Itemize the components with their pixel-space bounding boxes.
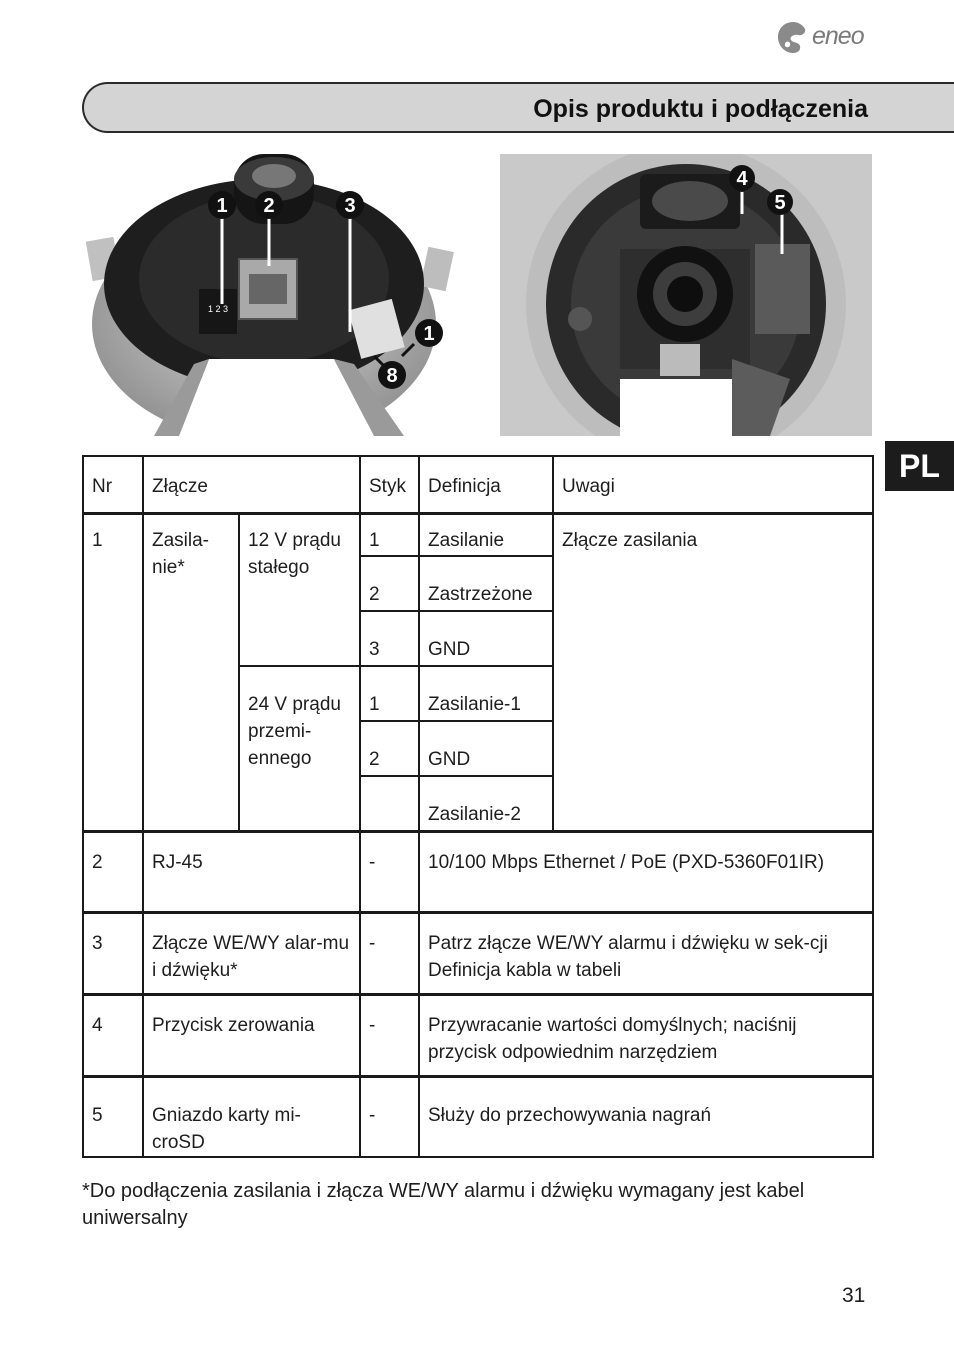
header-pin: Styk — [360, 456, 419, 513]
row1-nr: 1 — [83, 513, 143, 831]
svg-text:1: 1 — [216, 195, 228, 217]
row-nr: 3 — [83, 912, 143, 994]
camera-internal-photo — [500, 154, 872, 436]
row-pin: - — [360, 912, 419, 994]
row-connector: Przycisk zerowania — [143, 994, 360, 1076]
row-pin: - — [360, 831, 419, 912]
row-definition: Przywracanie wartości domyślnych; naciśnij przycisk odpowiednim narzędziem — [419, 994, 873, 1076]
header-notes: Uwagi — [553, 456, 873, 513]
row1-pin: 2 — [360, 556, 419, 611]
row-pin: - — [360, 1076, 419, 1157]
page-number: 31 — [842, 1284, 866, 1307]
svg-text:2: 2 — [263, 195, 275, 217]
row1-definition: Zasilanie-1 — [419, 666, 553, 721]
svg-text:4: 4 — [736, 168, 748, 190]
table-row — [83, 912, 873, 994]
header-connector: Złącze — [143, 456, 360, 513]
row-definition: Służy do przechowywania nagrań — [419, 1076, 873, 1157]
table-header-row — [83, 456, 873, 513]
row1-notes: Złącze zasilania — [553, 513, 873, 831]
row-pin: - — [360, 994, 419, 1076]
row1-pin: 1 — [360, 666, 419, 721]
row1-definition: Zasilanie — [419, 513, 553, 556]
language-tab — [885, 441, 954, 491]
callout-3 — [336, 191, 364, 219]
table-row — [83, 1076, 873, 1157]
row1-group-12v: 12 V prądu stałego — [239, 513, 360, 666]
row1-pin: 3 — [360, 611, 419, 666]
table-row — [83, 513, 873, 556]
row-connector: RJ-45 — [143, 831, 360, 912]
terminal-label: 1 2 3 — [207, 304, 229, 314]
row1-definition: Zasilanie-2 — [419, 776, 553, 831]
row1-definition: GND — [419, 611, 553, 666]
eneo-logo-text: eneo — [812, 22, 864, 50]
row1-definition: GND — [419, 721, 553, 776]
row1-pin: 1 — [360, 513, 419, 556]
svg-text:1: 1 — [423, 323, 435, 345]
row1-pin — [360, 776, 419, 831]
row-nr: 2 — [83, 831, 143, 912]
language-tab-label: PL — [899, 447, 940, 484]
row1-connector: Zasila-nie* — [143, 513, 239, 831]
row1-group-24v: 24 V prądu przemi-ennego — [239, 666, 360, 831]
header-definition: Definicja — [419, 456, 553, 513]
camera-connectors-photo — [84, 154, 454, 436]
row1-pin: 2 — [360, 721, 419, 776]
svg-text:3: 3 — [344, 195, 356, 217]
page-title: Opis produktu i podłączenia — [533, 95, 868, 123]
callout-8-pin — [378, 361, 406, 389]
section-header — [82, 82, 954, 133]
row-definition: 10/100 Mbps Ethernet / PoE (PXD-5360F01IR) — [419, 831, 873, 912]
row-connector: Gniazdo karty mi-croSD — [143, 1076, 360, 1157]
header-nr: Nr — [83, 456, 143, 513]
callout-5 — [767, 189, 793, 215]
row-connector: Złącze WE/WY alar-mu i dźwięku* — [143, 912, 360, 994]
callout-2 — [255, 191, 283, 219]
footnote: *Do podłączenia zasilania i złącza WE/WY alarmu i dźwięku wymagany jest kabel uniwersalny — [82, 1180, 805, 1229]
eneo-globe-icon — [776, 20, 810, 56]
svg-text:8: 8 — [386, 365, 398, 387]
callout-1 — [208, 191, 236, 219]
svg-text:5: 5 — [774, 192, 786, 214]
row-nr: 4 — [83, 994, 143, 1076]
table-row — [83, 831, 873, 912]
callout-4 — [729, 165, 755, 191]
row-definition: Patrz złącze WE/WY alarmu i dźwięku w sek-cji Definicja kabla w tabeli — [419, 912, 873, 994]
table-row — [83, 994, 873, 1076]
row1-definition: Zastrzeżone — [419, 556, 553, 611]
callout-1-pin — [415, 319, 443, 347]
eneo-logo — [776, 20, 876, 56]
connector-table — [82, 455, 874, 1158]
row-nr: 5 — [83, 1076, 143, 1157]
